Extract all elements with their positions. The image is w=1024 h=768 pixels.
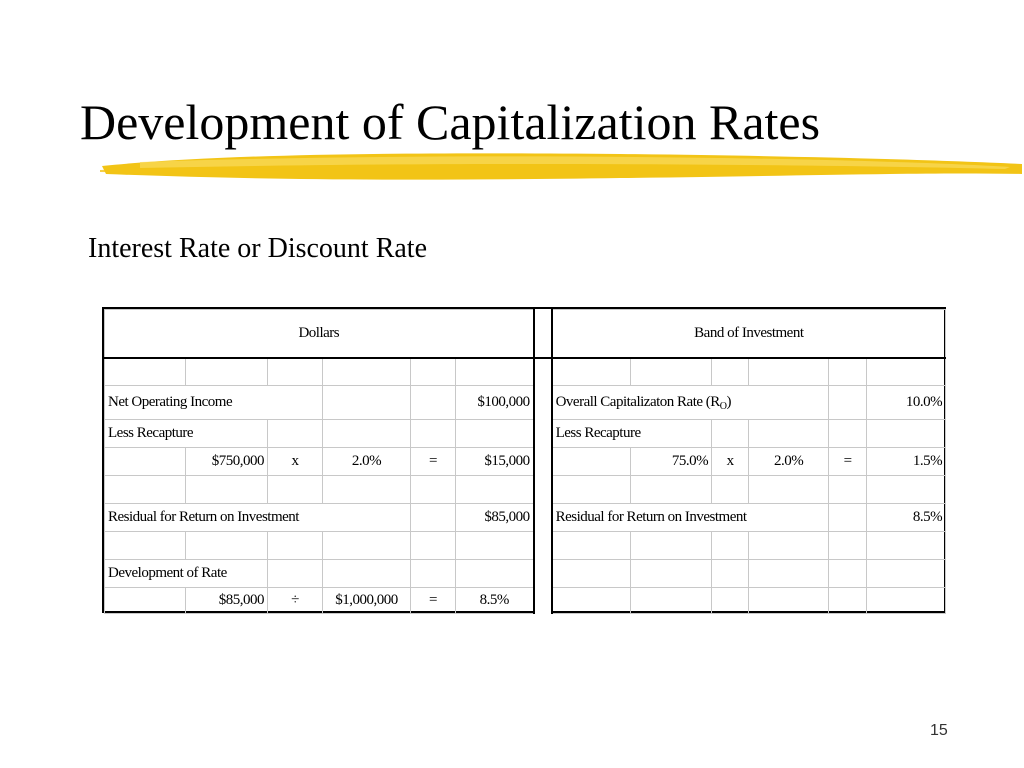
noi-label: Net Operating Income	[105, 386, 323, 420]
recapture-value: $15,000	[456, 448, 534, 476]
band-ratio: 75.0%	[631, 448, 712, 476]
equals-sign: =	[411, 448, 456, 476]
band-equals-sign: =	[829, 448, 867, 476]
residual-value: $85,000	[456, 504, 534, 532]
table-row	[105, 504, 946, 532]
residual-label: Residual for Return on Investment	[105, 504, 411, 532]
capitalization-table	[102, 307, 946, 613]
table-row	[105, 386, 946, 420]
noi-value: $100,000	[456, 386, 534, 420]
overall-cap-rate-value: 10.0%	[867, 386, 946, 420]
table-row	[105, 476, 946, 504]
dev-denominator: $1,000,000	[323, 588, 411, 614]
dev-equals-sign: =	[411, 588, 456, 614]
table-row	[105, 588, 946, 614]
less-recapture-label: Less Recapture	[105, 420, 268, 448]
table-row	[105, 358, 946, 386]
band-of-investment-header: Band of Investment	[552, 310, 946, 358]
band-recapture-rate: 2.0%	[749, 448, 829, 476]
dollars-header: Dollars	[105, 310, 534, 358]
dev-numerator: $85,000	[186, 588, 268, 614]
multiply-sign: x	[268, 448, 323, 476]
band-residual-value: 8.5%	[867, 504, 946, 532]
column-divider	[534, 310, 552, 358]
band-residual-label: Residual for Return on Investment	[552, 504, 829, 532]
recapture-base: $750,000	[186, 448, 268, 476]
table-row	[105, 448, 946, 476]
overall-cap-rate-label: Overall Capitalizaton Rate $(R_O)$	[552, 386, 829, 420]
slide-subtitle: Interest Rate or Discount Rate	[88, 233, 428, 264]
slide-title: Development of Capitalization Rates	[80, 94, 821, 150]
recapture-rate: 2.0%	[323, 448, 411, 476]
table-row	[105, 532, 946, 560]
page-number: 15	[930, 722, 948, 739]
table-row	[105, 420, 946, 448]
band-recapture-value: 1.5%	[867, 448, 946, 476]
dev-result: 8.5%	[456, 588, 534, 614]
table-row	[105, 560, 946, 588]
band-less-recapture-label: Less Recapture	[552, 420, 712, 448]
divide-sign: ÷	[268, 588, 323, 614]
band-multiply-sign: x	[712, 448, 749, 476]
development-of-rate-label: Development of Rate	[105, 560, 268, 588]
yellow-brush-stroke	[100, 150, 1024, 186]
